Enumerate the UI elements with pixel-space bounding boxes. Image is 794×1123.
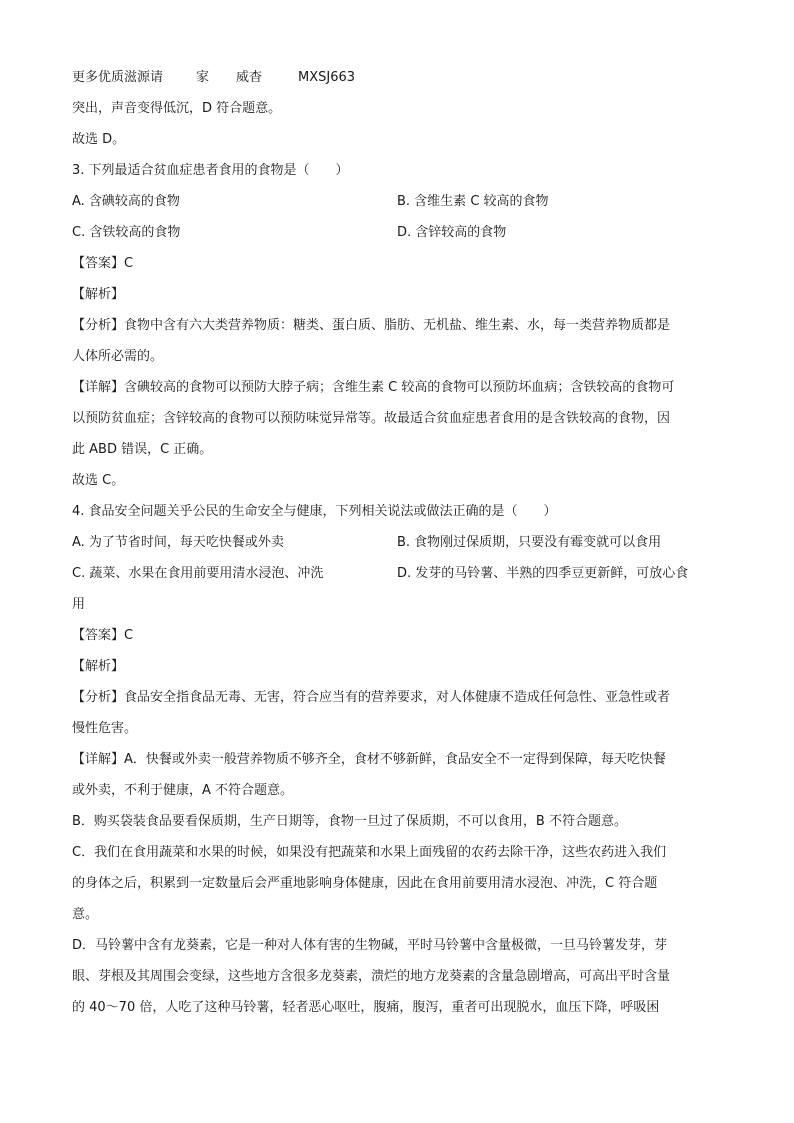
question-4-options-row-2 bbox=[72, 558, 722, 589]
analysis-label: 【解析】 bbox=[72, 287, 125, 302]
question-4-stem: 4. 食品安全问题关乎公民的生命安全与健康，下列相关说法或做法正确的是（ ） bbox=[72, 504, 557, 519]
document-page bbox=[72, 62, 722, 1023]
answer-label: 【答案】C bbox=[72, 628, 134, 643]
question-3-stem: 3. 下列最适合贫血症患者食用的食物是（ ） bbox=[72, 163, 349, 178]
question-4-options-row-1 bbox=[72, 527, 722, 558]
option-b: B. 食物刚过保质期，只要没有霉变就可以食用 bbox=[397, 535, 662, 550]
choose-answer: 故选 C。 bbox=[72, 473, 125, 488]
option-d: D. 发芽的马铃薯、半熟的四季豆更新鲜，可放心食 bbox=[397, 566, 689, 581]
text-line: 故选 D。 bbox=[72, 132, 126, 147]
answer-label: 【答案】C bbox=[72, 256, 134, 271]
analysis-label: 【解析】 bbox=[72, 659, 125, 674]
option-c: C. 蔬菜、水果在食用前要用清水浸泡、冲洗 bbox=[72, 566, 324, 581]
detail-text: 此 ABD 错误，C 正确。 bbox=[72, 442, 213, 457]
option-d: D. 含锌较高的食物 bbox=[397, 225, 507, 240]
detail-text: 【详解】A．快餐或外卖一般营养物质不够齐全，食材不够新鲜，食品安全不一定得到保障，每天吃快餐 bbox=[72, 752, 666, 767]
analysis-text: 人体所必需的。 bbox=[72, 349, 164, 364]
option-a: A. 为了节省时间，每天吃快餐或外卖 bbox=[72, 535, 284, 550]
detail-text: D．马铃薯中含有龙葵素，它是一种对人体有害的生物碱，平时马铃薯中含量极微，一旦马铃薯发芽，芽 bbox=[72, 938, 668, 953]
option-c: C. 含铁较高的食物 bbox=[72, 225, 181, 240]
text-line: 突出，声音变得低沉，D 符合题意。 bbox=[72, 101, 282, 116]
analysis-text: 【分析】食物中含有六大类营养物质：糖类、蛋白质、脂肪、无机盐、维生素、水，每一类营养物质都是 bbox=[72, 318, 671, 333]
detail-text: 【详解】含碘较高的食物可以预防大脖子病；含维生素 C 较高的食物可以预防坏血病；含铁较高的食物可 bbox=[72, 380, 675, 395]
detail-text: 或外卖，不利于健康，A 不符合题意。 bbox=[72, 783, 294, 798]
detail-text: 以预防贫血症；含锌较高的食物可以预防味觉异常等。故最适合贫血症患者食用的是含铁较高的食物，因 bbox=[72, 411, 671, 426]
page-header-watermark bbox=[72, 62, 722, 93]
analysis-text: 【分析】食品安全指食品无毒、无害，符合应当有的营养要求，对人体健康不造成任何急性、亚急性或者 bbox=[72, 690, 671, 705]
detail-text: C．我们在食用蔬菜和水果的时候，如果没有把蔬菜和水果上面残留的农药去除干净，这些农药进入我们 bbox=[72, 845, 667, 860]
detail-text: 的身体之后，积累到一定数量后会严重地影响身体健康，因此在食用前要用清水浸泡、冲洗，C 符合题 bbox=[72, 876, 658, 891]
detail-text: B．购买袋装食品要看保质期，生产日期等，食物一旦过了保质期，不可以食用，B 不符合题意。 bbox=[72, 814, 627, 829]
option-b: B. 含维生素 C 较高的食物 bbox=[397, 194, 549, 209]
header-code: MXSJ663 bbox=[298, 70, 356, 85]
question-3-options-row-1 bbox=[72, 186, 722, 217]
analysis-text: 慢性危害。 bbox=[72, 721, 138, 736]
header-text-2: 家 bbox=[196, 70, 210, 85]
header-text-3: 威杳 bbox=[236, 70, 263, 85]
header-text-1: 更多优质滋源请 bbox=[72, 70, 164, 85]
detail-text: 的 40～70 倍，人吃了这种马铃薯，轻者恶心呕吐，腹痛，腹泻，重者可出现脱水，血压下降，呼吸困 bbox=[72, 1000, 660, 1015]
option-d-continued: 用 bbox=[72, 597, 86, 612]
detail-text: 意。 bbox=[72, 907, 99, 922]
detail-text: 眼、芽根及其周围会变绿，这些地方含很多龙葵素，溃烂的地方龙葵素的含量急剧增高，可高出平时含量 bbox=[72, 969, 671, 984]
question-3-options-row-2 bbox=[72, 217, 722, 248]
option-a: A. 含碘较高的食物 bbox=[72, 194, 180, 209]
